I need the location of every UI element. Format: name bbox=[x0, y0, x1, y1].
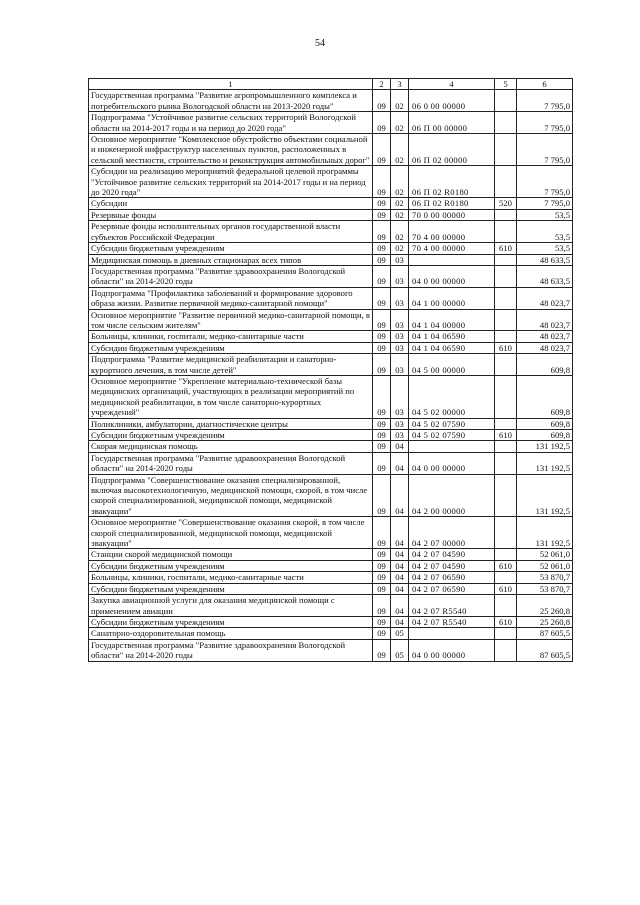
section-cell: 09 bbox=[373, 342, 391, 353]
amount-cell: 48 023,7 bbox=[517, 331, 573, 342]
amount-cell: 7 795,0 bbox=[517, 90, 573, 112]
section-cell: 09 bbox=[373, 254, 391, 265]
subsection-cell: 03 bbox=[391, 287, 409, 309]
subsection-cell: 02 bbox=[391, 243, 409, 254]
amount-cell: 48 023,7 bbox=[517, 342, 573, 353]
expense-type-cell bbox=[495, 639, 517, 661]
section-cell: 09 bbox=[373, 418, 391, 429]
section-cell: 09 bbox=[373, 221, 391, 243]
subsection-cell: 03 bbox=[391, 254, 409, 265]
subsection-cell: 04 bbox=[391, 560, 409, 571]
amount-cell: 7 795,0 bbox=[517, 198, 573, 209]
subsection-cell: 04 bbox=[391, 572, 409, 583]
target-article-cell: 04 0 00 00000 bbox=[409, 452, 495, 474]
name-cell: Субсидии бюджетным учреждениям bbox=[89, 243, 373, 254]
amount-cell: 53 870,7 bbox=[517, 583, 573, 594]
target-article-cell bbox=[409, 441, 495, 452]
name-cell: Медицинская помощь в дневных стационарах всех типов bbox=[89, 254, 373, 265]
name-cell: Субсидии бюджетным учреждениям bbox=[89, 583, 373, 594]
table-row bbox=[89, 287, 573, 309]
target-article-cell: 04 2 07 04590 bbox=[409, 560, 495, 571]
table-row bbox=[89, 243, 573, 254]
amount-cell: 7 795,0 bbox=[517, 166, 573, 198]
subsection-cell: 05 bbox=[391, 628, 409, 639]
table-row bbox=[89, 354, 573, 376]
name-cell: Основное мероприятие "Укрепление материально-технической базы медицинских организаций, участвующих в реализации мероприятий по медицинской реабилитации, в том числе санаторно-курортных учреждений" bbox=[89, 375, 373, 418]
section-cell: 09 bbox=[373, 549, 391, 560]
amount-cell: 131 192,5 bbox=[517, 441, 573, 452]
section-cell: 09 bbox=[373, 430, 391, 441]
name-cell: Основное мероприятие "Развитие первичной медико-санитарной помощи, в том числе сельским жителям" bbox=[89, 309, 373, 331]
expense-type-cell bbox=[495, 375, 517, 418]
section-cell: 09 bbox=[373, 134, 391, 166]
table-row bbox=[89, 583, 573, 594]
expense-type-cell: 610 bbox=[495, 342, 517, 353]
section-cell: 09 bbox=[373, 265, 391, 287]
expense-type-cell bbox=[495, 595, 517, 617]
subsection-cell: 03 bbox=[391, 309, 409, 331]
table-row bbox=[89, 166, 573, 198]
target-article-cell: 06 П 02 R0180 bbox=[409, 166, 495, 198]
subsection-cell: 04 bbox=[391, 517, 409, 549]
table-row bbox=[89, 90, 573, 112]
expense-type-cell bbox=[495, 474, 517, 517]
amount-cell: 48 633,5 bbox=[517, 265, 573, 287]
target-article-cell: 04 1 04 00000 bbox=[409, 309, 495, 331]
name-cell: Подпрограмма "Совершенствование оказания специализированной, включая высокотехнологичную, медицинской помощи, скорой, в том числе скорой специализированной, медицинской помощи, медицинской эвакуации" bbox=[89, 474, 373, 517]
section-cell: 09 bbox=[373, 166, 391, 198]
amount-cell: 131 192,5 bbox=[517, 452, 573, 474]
name-cell: Санаторно-оздоровительная помощь bbox=[89, 628, 373, 639]
amount-cell: 53,5 bbox=[517, 209, 573, 220]
expense-type-cell: 610 bbox=[495, 430, 517, 441]
section-cell: 09 bbox=[373, 517, 391, 549]
section-cell: 09 bbox=[373, 560, 391, 571]
target-article-cell: 04 2 07 06590 bbox=[409, 583, 495, 594]
budget-table bbox=[88, 78, 573, 662]
header-cell-vr: 5 bbox=[495, 79, 517, 90]
table-row bbox=[89, 441, 573, 452]
name-cell: Государственная программа "Развитие здравоохранения Вологодской области" на 2014-2020 годы bbox=[89, 639, 373, 661]
header-cell-rz: 2 bbox=[373, 79, 391, 90]
target-article-cell: 70 4 00 00000 bbox=[409, 221, 495, 243]
amount-cell: 52 061,0 bbox=[517, 560, 573, 571]
name-cell: Резервные фонды bbox=[89, 209, 373, 220]
amount-cell: 609,8 bbox=[517, 418, 573, 429]
table-row bbox=[89, 254, 573, 265]
amount-cell: 53 870,7 bbox=[517, 572, 573, 583]
amount-cell: 609,8 bbox=[517, 375, 573, 418]
name-cell: Субсидии бюджетным учреждениям bbox=[89, 342, 373, 353]
table-row bbox=[89, 265, 573, 287]
name-cell: Основное мероприятие "Совершенствование оказания скорой, в том числе скорой специализированной, медицинской помощи, медицинской эвакуации" bbox=[89, 517, 373, 549]
expense-type-cell bbox=[495, 572, 517, 583]
section-cell: 09 bbox=[373, 595, 391, 617]
target-article-cell: 06 П 02 R0180 bbox=[409, 198, 495, 209]
header-cell-sum: 6 bbox=[517, 79, 573, 90]
expense-type-cell bbox=[495, 265, 517, 287]
name-cell: Основное мероприятие "Комплексное обустройство объектами социальной и инженерной инфраструктур населенных пунктов, расположенных в сельской местности, строительство и реконструкция автомобильных дорог" bbox=[89, 134, 373, 166]
target-article-cell bbox=[409, 254, 495, 265]
amount-cell: 7 795,0 bbox=[517, 112, 573, 134]
amount-cell: 7 795,0 bbox=[517, 134, 573, 166]
target-article-cell: 06 П 02 00000 bbox=[409, 134, 495, 166]
target-article-cell: 06 0 00 00000 bbox=[409, 90, 495, 112]
name-cell: Субсидии бюджетным учреждениям bbox=[89, 560, 373, 571]
table-row bbox=[89, 430, 573, 441]
target-article-cell: 04 5 02 07590 bbox=[409, 430, 495, 441]
target-article-cell: 04 1 00 00000 bbox=[409, 287, 495, 309]
expense-type-cell bbox=[495, 628, 517, 639]
name-cell: Скорая медицинская помощь bbox=[89, 441, 373, 452]
subsection-cell: 04 bbox=[391, 595, 409, 617]
amount-cell: 609,8 bbox=[517, 354, 573, 376]
target-article-cell: 04 5 00 00000 bbox=[409, 354, 495, 376]
name-cell: Поликлиники, амбулатории, диагностические центры bbox=[89, 418, 373, 429]
table-row bbox=[89, 198, 573, 209]
table-row bbox=[89, 628, 573, 639]
table-row bbox=[89, 560, 573, 571]
header-cell-pr: 3 bbox=[391, 79, 409, 90]
section-cell: 09 bbox=[373, 90, 391, 112]
expense-type-cell: 610 bbox=[495, 583, 517, 594]
table-row bbox=[89, 595, 573, 617]
section-cell: 09 bbox=[373, 616, 391, 627]
section-cell: 09 bbox=[373, 287, 391, 309]
subsection-cell: 03 bbox=[391, 331, 409, 342]
target-article-cell: 04 0 00 00000 bbox=[409, 265, 495, 287]
table-row bbox=[89, 375, 573, 418]
table-row bbox=[89, 209, 573, 220]
section-cell: 09 bbox=[373, 243, 391, 254]
name-cell: Больницы, клиники, госпитали, медико-санитарные части bbox=[89, 572, 373, 583]
amount-cell: 131 192,5 bbox=[517, 474, 573, 517]
name-cell: Подпрограмма "Профилактика заболеваний и формирование здорового образа жизни. Развитие первичной медико-санитарной помощи" bbox=[89, 287, 373, 309]
subsection-cell: 02 bbox=[391, 221, 409, 243]
expense-type-cell bbox=[495, 90, 517, 112]
table-row bbox=[89, 331, 573, 342]
table-row bbox=[89, 616, 573, 627]
name-cell: Субсидии на реализацию мероприятий федеральной целевой программы "Устойчивое развитие сельских территорий на 2014-2017 годы и на период до 2020 года" bbox=[89, 166, 373, 198]
section-cell: 09 bbox=[373, 628, 391, 639]
name-cell: Закупка авиационной услуги для оказания медицинской помощи с применением авиации bbox=[89, 595, 373, 617]
subsection-cell: 03 bbox=[391, 354, 409, 376]
expense-type-cell bbox=[495, 166, 517, 198]
expense-type-cell bbox=[495, 452, 517, 474]
subsection-cell: 04 bbox=[391, 474, 409, 517]
name-cell: Больницы, клиники, госпитали, медико-санитарные части bbox=[89, 331, 373, 342]
table-row bbox=[89, 572, 573, 583]
table-row bbox=[89, 639, 573, 661]
expense-type-cell bbox=[495, 209, 517, 220]
section-cell: 09 bbox=[373, 639, 391, 661]
name-cell: Субсидии bbox=[89, 198, 373, 209]
name-cell: Государственная программа "Развитие агропромышленного комплекса и потребительского рынка Вологодской области на 2013-2020 годы" bbox=[89, 90, 373, 112]
target-article-cell: 04 1 04 06590 bbox=[409, 331, 495, 342]
target-article-cell: 04 1 04 06590 bbox=[409, 342, 495, 353]
table-header-row bbox=[89, 79, 573, 90]
subsection-cell: 04 bbox=[391, 616, 409, 627]
table-row bbox=[89, 112, 573, 134]
table-row bbox=[89, 517, 573, 549]
target-article-cell: 06 П 00 00000 bbox=[409, 112, 495, 134]
subsection-cell: 02 bbox=[391, 112, 409, 134]
subsection-cell: 03 bbox=[391, 418, 409, 429]
expense-type-cell bbox=[495, 418, 517, 429]
subsection-cell: 04 bbox=[391, 452, 409, 474]
expense-type-cell bbox=[495, 309, 517, 331]
section-cell: 09 bbox=[373, 309, 391, 331]
section-cell: 09 bbox=[373, 572, 391, 583]
section-cell: 09 bbox=[373, 375, 391, 418]
expense-type-cell: 610 bbox=[495, 560, 517, 571]
name-cell: Подпрограмма "Устойчивое развитие сельских территорий Вологодской области на 2014-2017 годы и на период до 2020 года" bbox=[89, 112, 373, 134]
section-cell: 09 bbox=[373, 583, 391, 594]
section-cell: 09 bbox=[373, 331, 391, 342]
section-cell: 09 bbox=[373, 474, 391, 517]
subsection-cell: 02 bbox=[391, 209, 409, 220]
subsection-cell: 02 bbox=[391, 166, 409, 198]
subsection-cell: 04 bbox=[391, 549, 409, 560]
section-cell: 09 bbox=[373, 452, 391, 474]
expense-type-cell bbox=[495, 354, 517, 376]
amount-cell: 53,5 bbox=[517, 243, 573, 254]
subsection-cell: 03 bbox=[391, 375, 409, 418]
subsection-cell: 03 bbox=[391, 342, 409, 353]
target-article-cell: 70 0 00 00000 bbox=[409, 209, 495, 220]
subsection-cell: 02 bbox=[391, 198, 409, 209]
expense-type-cell bbox=[495, 112, 517, 134]
section-cell: 09 bbox=[373, 441, 391, 452]
target-article-cell: 04 2 07 R5540 bbox=[409, 616, 495, 627]
expense-type-cell bbox=[495, 331, 517, 342]
table-row bbox=[89, 418, 573, 429]
target-article-cell: 04 2 07 06590 bbox=[409, 572, 495, 583]
subsection-cell: 03 bbox=[391, 430, 409, 441]
header-cell-csr: 4 bbox=[409, 79, 495, 90]
name-cell: Субсидии бюджетным учреждениям bbox=[89, 430, 373, 441]
expense-type-cell bbox=[495, 287, 517, 309]
name-cell: Государственная программа "Развитие здравоохранения Вологодской области" на 2014-2020 годы bbox=[89, 452, 373, 474]
table-row bbox=[89, 474, 573, 517]
page-number: 54 bbox=[315, 38, 325, 49]
section-cell: 09 bbox=[373, 198, 391, 209]
amount-cell: 48 023,7 bbox=[517, 287, 573, 309]
target-article-cell: 04 5 02 00000 bbox=[409, 375, 495, 418]
name-cell: Резервные фонды исполнительных органов государственной власти субъектов Российской Федерации bbox=[89, 221, 373, 243]
target-article-cell: 04 2 07 04590 bbox=[409, 549, 495, 560]
expense-type-cell bbox=[495, 254, 517, 265]
target-article-cell: 04 2 00 00000 bbox=[409, 474, 495, 517]
section-cell: 09 bbox=[373, 354, 391, 376]
subsection-cell: 05 bbox=[391, 639, 409, 661]
amount-cell: 48 633,5 bbox=[517, 254, 573, 265]
expense-type-cell: 610 bbox=[495, 616, 517, 627]
table-row bbox=[89, 342, 573, 353]
target-article-cell: 04 5 02 07590 bbox=[409, 418, 495, 429]
name-cell: Станции скорой медицинской помощи bbox=[89, 549, 373, 560]
amount-cell: 25 260,8 bbox=[517, 595, 573, 617]
table-row bbox=[89, 549, 573, 560]
subsection-cell: 04 bbox=[391, 583, 409, 594]
subsection-cell: 03 bbox=[391, 265, 409, 287]
subsection-cell: 02 bbox=[391, 134, 409, 166]
amount-cell: 52 061,0 bbox=[517, 549, 573, 560]
target-article-cell: 04 0 00 00000 bbox=[409, 639, 495, 661]
expense-type-cell bbox=[495, 134, 517, 166]
amount-cell: 48 023,7 bbox=[517, 309, 573, 331]
table-row bbox=[89, 134, 573, 166]
target-article-cell bbox=[409, 628, 495, 639]
target-article-cell: 70 4 00 00000 bbox=[409, 243, 495, 254]
expense-type-cell bbox=[495, 549, 517, 560]
subsection-cell: 02 bbox=[391, 90, 409, 112]
table-row bbox=[89, 452, 573, 474]
amount-cell: 131 192,5 bbox=[517, 517, 573, 549]
amount-cell: 25 260,8 bbox=[517, 616, 573, 627]
name-cell: Субсидии бюджетным учреждениям bbox=[89, 616, 373, 627]
amount-cell: 609,8 bbox=[517, 430, 573, 441]
target-article-cell: 04 2 07 R5540 bbox=[409, 595, 495, 617]
subsection-cell: 04 bbox=[391, 441, 409, 452]
table-row bbox=[89, 221, 573, 243]
expense-type-cell: 520 bbox=[495, 198, 517, 209]
table-row bbox=[89, 309, 573, 331]
name-cell: Государственная программа "Развитие здравоохранения Вологодской области" на 2014-2020 годы bbox=[89, 265, 373, 287]
expense-type-cell bbox=[495, 221, 517, 243]
target-article-cell: 04 2 07 00000 bbox=[409, 517, 495, 549]
amount-cell: 87 605,5 bbox=[517, 639, 573, 661]
section-cell: 09 bbox=[373, 209, 391, 220]
amount-cell: 53,5 bbox=[517, 221, 573, 243]
expense-type-cell: 610 bbox=[495, 243, 517, 254]
expense-type-cell bbox=[495, 441, 517, 452]
section-cell: 09 bbox=[373, 112, 391, 134]
header-cell-name: 1 bbox=[89, 79, 373, 90]
name-cell: Подпрограмма "Развитие медицинской реабилитации и санаторно-курортного лечения, в том числе детей" bbox=[89, 354, 373, 376]
expense-type-cell bbox=[495, 517, 517, 549]
amount-cell: 87 605,5 bbox=[517, 628, 573, 639]
